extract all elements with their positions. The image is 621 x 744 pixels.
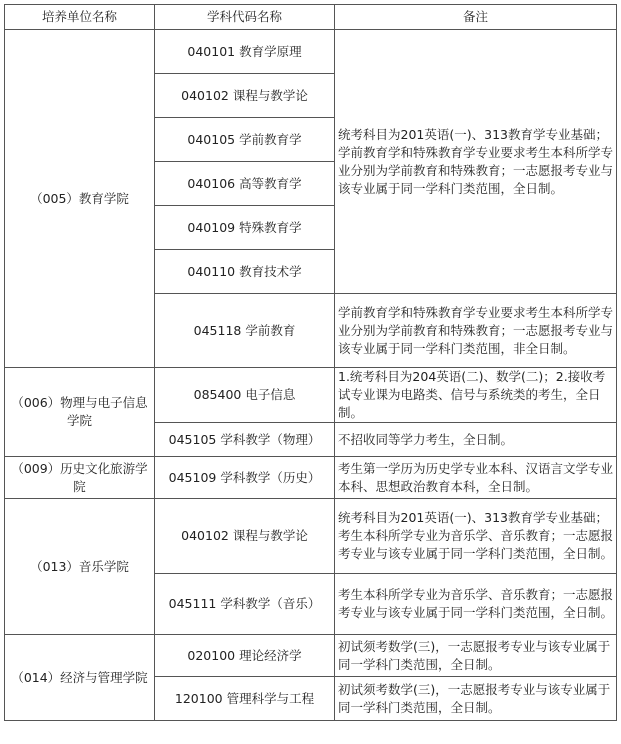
- note-cell: 初试须考数学(三)，一志愿报考专业与该专业属于同一学科门类范围，全日制。: [335, 677, 617, 721]
- subject-cell: 085400 电子信息: [155, 368, 335, 423]
- note-cell: 统考科目为201英语(一)、313教育学专业基础；学前教育学和特殊教育学专业要求考生本科所学专业分别为学前教育和特殊教育；一志愿报考专业与该专业属于同一学科门类范围，全日制。: [335, 30, 617, 294]
- table-row: [5, 30, 617, 74]
- subject-cell: 040105 学前教育学: [155, 118, 335, 162]
- header-row: [5, 5, 617, 30]
- subject-cell: 040106 高等教育学: [155, 162, 335, 206]
- subject-cell: 040109 特殊教育学: [155, 206, 335, 250]
- note-cell: 初试须考数学(三)，一志愿报考专业与该专业属于同一学科门类范围，全日制。: [335, 635, 617, 677]
- header-subject: 学科代码名称: [155, 5, 335, 30]
- note-cell: 考生第一学历为历史学专业本科、汉语言文学专业本科、思想政治教育本科，全日制。: [335, 457, 617, 499]
- table-row: [5, 499, 617, 574]
- note-cell: 学前教育学和特殊教育学专业要求考生本科所学专业分别为学前教育和特殊教育；一志愿报考专业与该专业属于同一学科门类范围，非全日制。: [335, 294, 617, 368]
- unit-name-cell: （014）经济与管理学院: [5, 635, 155, 721]
- majors-table: [4, 4, 617, 721]
- table-row: [5, 635, 617, 677]
- note-cell: 考生本科所学专业为音乐学、音乐教育；一志愿报考专业与该专业属于同一学科门类范围，全日制。: [335, 574, 617, 635]
- subject-cell: 045111 学科教学（音乐）: [155, 574, 335, 635]
- subject-cell: 040102 课程与教学论: [155, 74, 335, 118]
- unit-name-cell: （013）音乐学院: [5, 499, 155, 635]
- subject-cell: 045105 学科教学（物理）: [155, 423, 335, 457]
- subject-cell: 040102 课程与教学论: [155, 499, 335, 574]
- table-body: [5, 30, 617, 721]
- table-row: [5, 368, 617, 423]
- header-unit: 培养单位名称: [5, 5, 155, 30]
- unit-name-cell: （009）历史文化旅游学院: [5, 457, 155, 499]
- unit-name-cell: （006）物理与电子信息学院: [5, 368, 155, 457]
- subject-cell: 120100 管理科学与工程: [155, 677, 335, 721]
- note-cell: 不招收同等学力考生，全日制。: [335, 423, 617, 457]
- subject-cell: 040101 教育学原理: [155, 30, 335, 74]
- note-cell: 统考科目为201英语(一)、313教育学专业基础；考生本科所学专业为音乐学、音乐教育；一志愿报考专业与该专业属于同一学科门类范围，全日制。: [335, 499, 617, 574]
- note-cell: 1.统考科目为204英语(二)、数学(二)；2.接收考试专业课为电路类、信号与系统类的考生，全日制。: [335, 368, 617, 423]
- unit-name-cell: （005）教育学院: [5, 30, 155, 368]
- subject-cell: 045118 学前教育: [155, 294, 335, 368]
- subject-cell: 040110 教育技术学: [155, 250, 335, 294]
- table-row: [5, 457, 617, 499]
- subject-cell: 020100 理论经济学: [155, 635, 335, 677]
- header-note: 备注: [335, 5, 617, 30]
- subject-cell: 045109 学科教学（历史）: [155, 457, 335, 499]
